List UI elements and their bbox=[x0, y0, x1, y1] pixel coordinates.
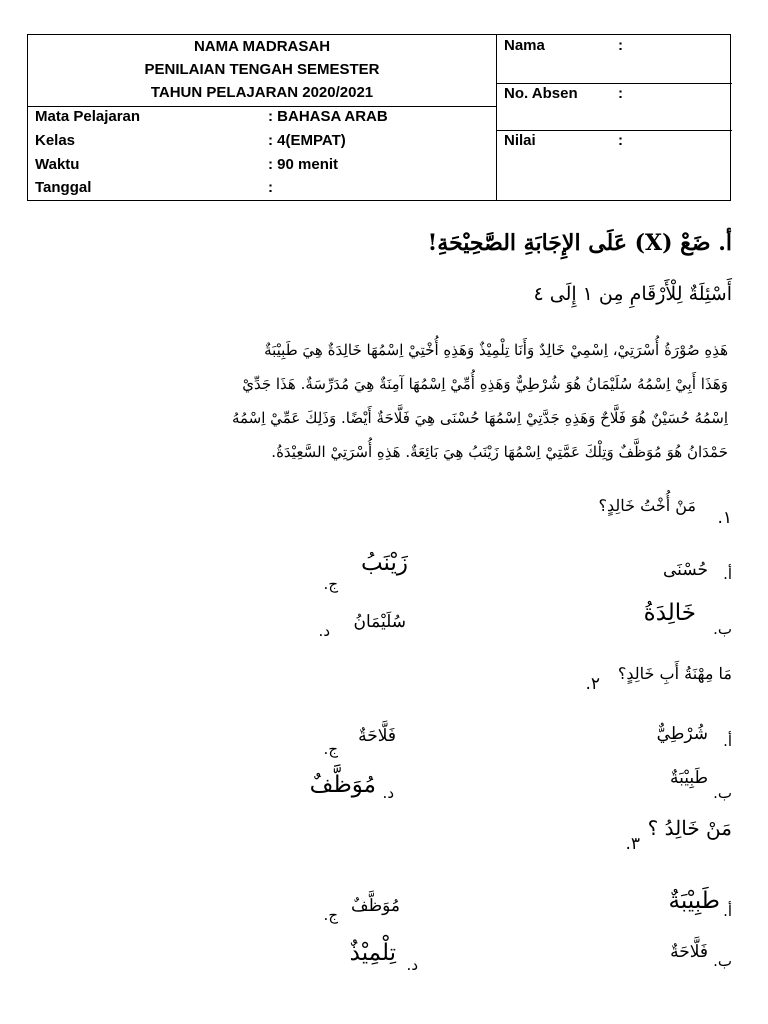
score-label: Nilai bbox=[504, 132, 536, 149]
name-label: Nama bbox=[504, 37, 545, 54]
option-letter: د. bbox=[382, 784, 394, 802]
option-letter: ب. bbox=[713, 952, 732, 970]
option-text: مُوَظَّفٌ bbox=[309, 772, 376, 798]
name-colon: : bbox=[618, 37, 623, 54]
reading-passage bbox=[138, 333, 728, 469]
option-text: تِلْمِيْذٌ bbox=[349, 940, 396, 966]
question-text: مَا مِهْنَةُ أَبِ خَالِدٍ؟ bbox=[617, 664, 732, 683]
option-text: شُرْطِيٌّ bbox=[656, 724, 708, 744]
passage-line: وَهَذَا أَبِيْ اِسْمُهُ سُلَيْمَانُ هُوَ شُرْطِيٌّ وَهَذِهِ أُمِّيْ اِسْمُهَا آمِنَةٌ هِيَ مُدَرِّسَةٌ. هَذَا جَدِّيْ bbox=[242, 375, 728, 393]
instruction-title: أ. ضَعْ (X) عَلَى الإِجَابَةِ الصَّحِيْحَةِ! bbox=[427, 230, 732, 256]
time-value: : 90 menit bbox=[268, 156, 339, 173]
option-letter: د. bbox=[406, 956, 418, 974]
option-text: سُلَيْمَانُ bbox=[353, 612, 406, 632]
subject-label: Mata Pelajaran bbox=[35, 108, 141, 125]
option-text: حُسْنَى bbox=[663, 560, 708, 580]
question-text: مَنْ أُخْتُ خَالِدٍ؟ bbox=[598, 496, 696, 515]
option-letter: ج. bbox=[323, 575, 338, 593]
exam-name: PENILAIAN TENGAH SEMESTER bbox=[144, 61, 380, 78]
school-name: NAMA MADRASAH bbox=[193, 38, 331, 55]
date-label: Tanggal bbox=[35, 179, 92, 196]
subject-value: : BAHASA ARAB bbox=[268, 108, 388, 125]
option-letter: أ. bbox=[723, 732, 732, 750]
passage-line: اِسْمُهُ حُسَيْنٌ هُوَ فَلَّاحٌ وَهَذِهِ جَدَّتِيْ اِسْمُهَا حُسْنَى هِيَ فَلَّاحَةٌ أَيْضًا. وَذَلِكَ عَمِّيْ اِسْمُهُ bbox=[231, 409, 728, 427]
option-letter: ج. bbox=[323, 906, 338, 924]
time-label: Waktu bbox=[35, 156, 80, 173]
option-text: خَالِدَةُ bbox=[643, 600, 696, 626]
passage-line: حَمْدَانُ هُوَ مُوَظَّفٌ وَتِلْكَ عَمَّتِيْ اِسْمُهَا زَيْنَبُ هِيَ بَائِعَةٌ. هَذِهِ أُسْرَتِيْ السَّعِيْدَةُ. bbox=[271, 443, 728, 461]
option-text: مُوَظَّفٌ bbox=[350, 896, 400, 916]
question-text: مَنْ خَالِدُ ؟ bbox=[647, 816, 732, 840]
option-text: طَبِيْبَةٌ bbox=[668, 888, 720, 914]
option-letter: ج. bbox=[323, 740, 338, 758]
school-year: TAHUN PELAJARAN 2020/2021 bbox=[150, 84, 374, 101]
header-table bbox=[27, 34, 731, 201]
score-colon: : bbox=[618, 132, 623, 149]
instruction-subtitle: أَسْئِلَةٌ لِلْأَرْقَامِ مِن ١ إِلَى ٤ bbox=[533, 283, 732, 305]
class-label: Kelas bbox=[35, 132, 76, 149]
class-value: : 4(EMPAT) bbox=[268, 132, 346, 149]
question-number: ١. bbox=[717, 508, 732, 528]
table-divider-vertical bbox=[496, 35, 497, 200]
absen-colon: : bbox=[618, 85, 623, 102]
option-text: طَبِيْبَةٌ bbox=[669, 768, 708, 788]
passage-line: هَذِهِ صُوْرَةُ أُسْرَتِيْ، اِسْمِيْ خَالِدٌ وَأَنَا تِلْمِيْذٌ وَهَذِهِ أُخْتِيْ اِسْمُهَا خَالِدَةٌ هِيَ طَبِيْبَةٌ bbox=[264, 341, 728, 359]
option-letter: د. bbox=[318, 622, 330, 640]
option-text: فَلَّاحَةٌ bbox=[670, 942, 708, 962]
question-number: ٣. bbox=[625, 834, 640, 854]
option-letter: أ. bbox=[723, 565, 732, 583]
option-text: فَلَّاحَةٌ bbox=[358, 726, 396, 746]
date-value: : bbox=[268, 179, 273, 196]
option-text: زَيْنَبُ bbox=[360, 550, 408, 576]
option-letter: ب. bbox=[713, 784, 732, 802]
question-number: ٢. bbox=[585, 674, 600, 694]
option-letter: ب. bbox=[713, 620, 732, 638]
option-letter: أ. bbox=[723, 902, 732, 920]
absen-label: No. Absen bbox=[504, 85, 578, 102]
